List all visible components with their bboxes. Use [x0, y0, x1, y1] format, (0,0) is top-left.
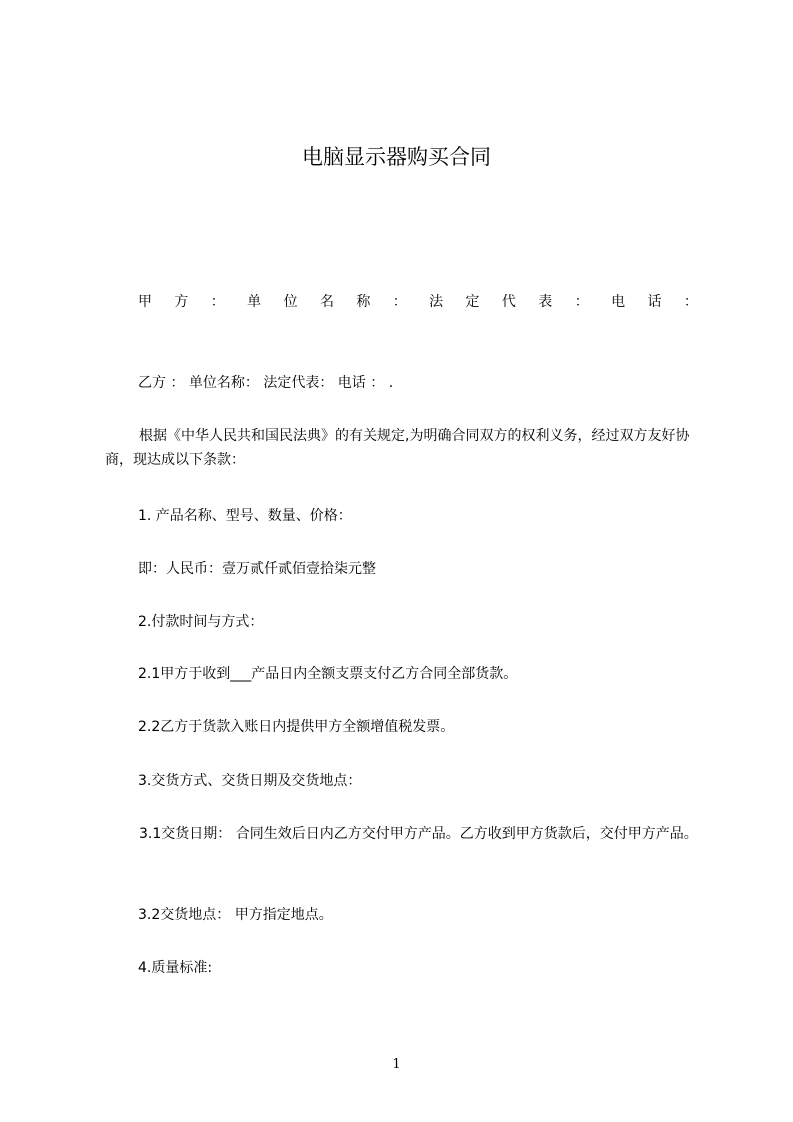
party-a-char: 表: [538, 294, 553, 310]
party-a-char: ：: [210, 294, 225, 310]
contract-title: 电脑显示器购买合同: [302, 145, 491, 169]
party-a-char: 电: [611, 294, 626, 310]
party-a-char: ：: [392, 294, 407, 310]
party-a-char: 代: [501, 294, 516, 310]
clause-1-heading: 1. 产品名称、型号、数量、价格：: [138, 508, 352, 524]
party-a-char: ：: [683, 294, 698, 310]
clause-2-heading: 2.付款时间与方式：: [138, 614, 264, 630]
preamble-paragraph: 根据《中华人民共和国民法典》的有关规定,为明确合同双方的权利义务，经过双方友好协商，现达成以下条款：: [105, 428, 690, 468]
party-a-char: 称: [356, 294, 371, 310]
page-number: 1: [392, 1057, 401, 1072]
party-a-char: 定: [465, 294, 480, 310]
clause-3-1: 3.1交货日期： 合同生效后日内乙方交付甲方产品。乙方收到甲方货款后，交付甲方产品。: [139, 826, 698, 842]
party-a-char: 甲: [138, 294, 152, 310]
party-a-char: 话: [647, 294, 662, 310]
party-a-line: [138, 292, 698, 312]
clause-3-2: 3.2交货地点： 甲方指定地点。: [138, 907, 333, 923]
clause-3-heading: 3.交货方式、交货日期及交货地点：: [138, 773, 362, 789]
party-a-char: 法: [429, 294, 444, 310]
party-a-char: 位: [283, 294, 298, 310]
party-a-char: ：: [574, 294, 589, 310]
clause-2-1: 2.1甲方于收到___产品日内全额支票支付乙方合同全部货款。: [138, 666, 518, 682]
party-a-char: 名: [319, 294, 334, 310]
clause-4-heading: 4.质量标准:: [138, 960, 213, 976]
party-a-char: 单: [247, 294, 262, 310]
party-a-char: 方: [174, 294, 189, 310]
clause-2-2: 2.2乙方于货款入账日内提供甲方全额增值税发票。: [138, 719, 455, 735]
party-b-line: 乙方 ： 单位名称： 法定代表： 电话 ： .: [138, 375, 394, 391]
amount-line: 即：人民币：壹万贰仟贰佰壹拾柒元整: [138, 561, 376, 577]
